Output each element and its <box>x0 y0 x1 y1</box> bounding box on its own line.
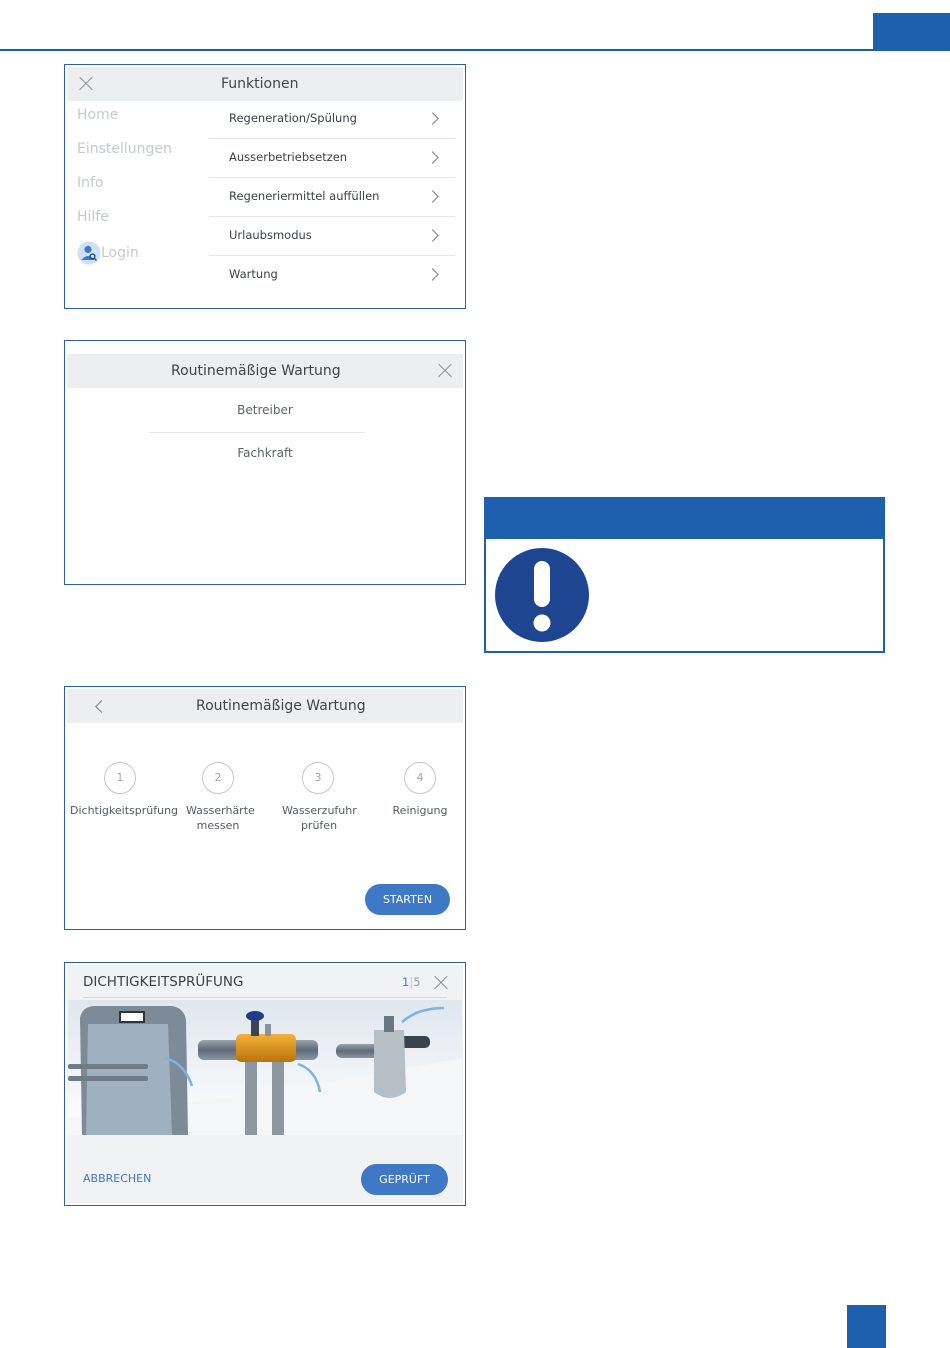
option-specialist[interactable]: Fachkraft <box>237 446 293 460</box>
chevron-right-icon <box>426 151 439 164</box>
menu-item-maintenance[interactable] <box>209 255 455 294</box>
menu-label: Regeneriermittel auffüllen <box>229 189 380 203</box>
routine-steps-panel <box>64 686 466 930</box>
notice-box <box>484 497 885 653</box>
option-divider <box>149 432 365 433</box>
nav-settings[interactable]: Einstellungen <box>77 141 172 157</box>
routine-steps-title: Routinemäßige Wartung <box>196 698 366 714</box>
option-operator[interactable]: Betreiber <box>237 403 293 417</box>
nav-home[interactable]: Home <box>77 107 119 123</box>
leak-test-title: DICHTIGKEITSPRÜFUNG <box>83 974 244 990</box>
notice-header-bar <box>486 499 883 539</box>
step-number: 1 <box>104 762 136 794</box>
routine-select-title: Routinemäßige Wartung <box>171 363 341 379</box>
menu-label: Ausserbetriebsetzen <box>229 150 348 164</box>
menu-item-regeneration[interactable] <box>209 99 455 139</box>
close-icon[interactable] <box>434 976 448 990</box>
title-divider <box>83 997 447 998</box>
page-total: 5 <box>413 975 421 989</box>
confirm-button[interactable]: GEPRÜFT <box>361 1164 448 1195</box>
page-indicator <box>402 975 421 989</box>
menu-item-shutdown[interactable] <box>209 138 455 178</box>
header-tab-block <box>873 13 950 51</box>
cancel-link[interactable]: ABBRECHEN <box>83 1172 152 1185</box>
header-rule <box>0 49 873 51</box>
functions-header <box>67 67 463 101</box>
footer-page-block <box>847 1305 886 1348</box>
functions-panel <box>64 64 466 309</box>
page-separator: | <box>409 975 414 989</box>
nav-help[interactable]: Hilfe <box>77 209 109 225</box>
menu-label: Wartung <box>229 267 278 281</box>
leak-test-illustration <box>68 1000 462 1135</box>
routine-select-panel <box>64 340 466 585</box>
step-4 <box>370 762 470 818</box>
routine-steps-header <box>67 689 463 723</box>
chevron-right-icon <box>426 112 439 125</box>
menu-label: Urlaubsmodus <box>229 228 312 242</box>
chevron-right-icon <box>426 229 439 242</box>
menu-item-refill[interactable] <box>209 177 455 217</box>
user-login-icon <box>77 241 101 265</box>
close-icon[interactable] <box>79 77 93 91</box>
step-label: Wasserhärte messen <box>186 804 255 832</box>
step-1 <box>70 762 179 818</box>
nav-login[interactable] <box>77 241 139 265</box>
routine-select-header <box>67 354 463 388</box>
step-3 <box>268 762 368 833</box>
exclamation-icon <box>494 547 590 643</box>
step-label: Wasserzufuhr prüfen <box>282 804 357 832</box>
nav-login-label: Login <box>101 245 139 261</box>
page-current: 1 <box>402 975 410 989</box>
menu-label: Regeneration/Spülung <box>229 111 357 125</box>
nav-info[interactable]: Info <box>77 175 104 191</box>
step-label: Dichtigkeitsprüfung <box>70 804 179 817</box>
menu-item-vacation[interactable] <box>209 216 455 256</box>
step-2 <box>168 762 268 833</box>
step-number: 4 <box>404 762 436 794</box>
leak-test-panel <box>64 962 466 1206</box>
close-icon[interactable] <box>438 364 452 378</box>
start-button[interactable]: STARTEN <box>365 884 450 915</box>
step-number: 2 <box>202 762 234 794</box>
step-label: Reinigung <box>392 804 448 817</box>
functions-title: Funktionen <box>221 76 299 92</box>
step-number: 3 <box>302 762 334 794</box>
back-icon[interactable] <box>95 700 108 713</box>
chevron-right-icon <box>426 268 439 281</box>
chevron-right-icon <box>426 190 439 203</box>
